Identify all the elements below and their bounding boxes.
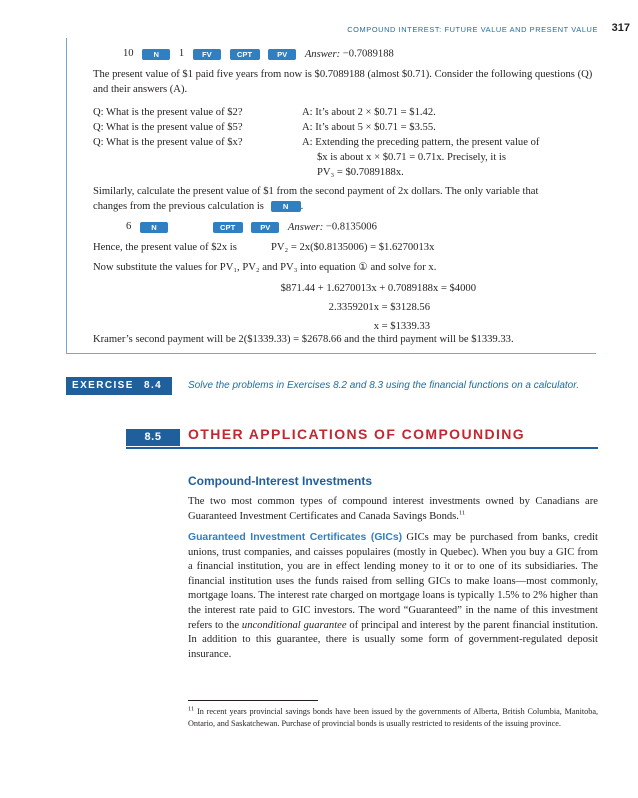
answer-1: A: It’s about 2 × $0.71 = $1.42.: [302, 107, 436, 118]
exercise-number: 8.4: [144, 380, 163, 391]
calc2-key-pv: PV: [251, 222, 279, 233]
calc-key-cpt: CPT: [230, 49, 260, 60]
example-solution-block: [66, 38, 596, 354]
footnote-text: In recent years provincial savings bonds have been issued by the governments of Alberta, British Columbia, Manitoba, Ontario, and Saskatchewan. Purchase of provincial bonds is usually restricted to residents of the issuing province.: [188, 707, 599, 728]
answer-3: A: Extending the preceding pattern, the present value of: [302, 137, 540, 148]
section-title: OTHER APPLICATIONS OF COMPOUNDING: [188, 426, 526, 442]
body-paragraph-1-text: The two most common types of compound interest investments owned by Canadians are Guaranteed Investment Certificates and Canada Savings Bonds.: [188, 496, 598, 522]
substitute-text: Now substitute the values for PV₁, PV₂ and PV₃ into equation ① and solve for x.: [93, 262, 437, 273]
calc-key-n: N: [142, 49, 170, 60]
running-head: COMPOUND INTEREST: FUTURE VALUE AND PRESENT VALUE: [347, 25, 598, 34]
answer-2: A: It’s about 5 × $0.71 = $3.55.: [302, 122, 436, 133]
example-paragraph-1: The present value of $1 paid five years from now is $0.7089188 (almost $0.71). Consider the following questions (Q) and their answers (A).: [93, 69, 593, 95]
paragraph-2-end: .: [300, 201, 304, 212]
calc2-answer-value: −0.8135006: [325, 221, 377, 233]
section-number: 8.5: [126, 429, 180, 446]
calc2-key-cpt: CPT: [213, 222, 243, 233]
paragraph-2-text: changes from the previous calculation is: [93, 201, 264, 212]
example-paragraph-2-line-2: [93, 200, 303, 215]
question-3: Q: What is the present value of $x?: [93, 137, 243, 148]
answer-3-continued-2: PV₃ = $0.7089188x.: [317, 167, 404, 178]
equation-3: x = $1339.33: [373, 321, 430, 332]
calc-key-pv: PV: [268, 49, 296, 60]
answer-3-continued-1: $x is about x × $0.71 = 0.71x. Precisely, it is: [317, 152, 506, 163]
section-rule: [126, 447, 598, 449]
calculator-line-2: [126, 220, 377, 235]
example-conclusion: Kramer’s second payment will be 2($1339.33) = $2678.66 and the third payment will be $1339.33.: [93, 334, 514, 345]
body-paragraph-2-text-b: of principal and interest by the parent financial institution. In addition to this guarantee, there is usually some form of government-regulated deposit insurance.: [188, 619, 598, 660]
body-paragraph-1: [188, 495, 598, 524]
footnote-number: 11: [188, 705, 195, 713]
inline-key-n: N: [271, 201, 301, 212]
example-paragraph-2-line-1: Similarly, calculate the present value of $1 from the second payment of 2x dollars. The only variable that: [93, 186, 539, 197]
footnote-ref-11: 11: [458, 509, 466, 517]
footnote: [188, 706, 598, 730]
hence-text: Hence, the present value of $2x is: [93, 242, 237, 253]
calc-answer-value: −0.7089188: [342, 48, 394, 60]
pv2-equation: PV₂ = 2x($0.8135006) = $1.6270013x: [271, 242, 435, 253]
footnote-rule: [188, 700, 318, 701]
calc-fv-value: 1: [178, 48, 185, 59]
subsection-title: Compound-Interest Investments: [188, 474, 373, 488]
calculator-line-1: [123, 47, 394, 62]
unconditional-guarantee-text: unconditional guarantee: [241, 619, 347, 631]
calc-n-value: 10: [123, 48, 134, 59]
exercise-word: EXERCISE: [72, 380, 134, 391]
calc-key-fv: FV: [193, 49, 221, 60]
question-2: Q: What is the present value of $5?: [93, 122, 243, 133]
exercise-label: [66, 377, 172, 395]
calc2-key-n: N: [140, 222, 168, 233]
calc2-n-value: 6: [126, 221, 132, 232]
term-gics: Guaranteed Investment Certificates (GICs): [188, 532, 403, 543]
page-number: 317: [611, 22, 630, 34]
equation-1: $871.44 + 1.6270013x + 0.7089188x = $4000: [280, 283, 476, 294]
question-1: Q: What is the present value of $2?: [93, 107, 243, 118]
equation-2: 2.3359201x = $3128.56: [328, 302, 430, 313]
body-paragraph-2: [188, 531, 598, 662]
calc2-answer-label: Answer:: [287, 221, 324, 233]
exercise-text: Solve the problems in Exercises 8.2 and 8.3 using the financial functions on a calculator.: [188, 380, 579, 391]
body-paragraph-2-text-a: GICs may be purchased from banks, credit unions, trust companies, and caisses populaires (mostly in Quebec). When you buy a GIC from a financial institution, you are in effect lending money to it or to one of its subsidiaries. The financial institution uses the funds raised from selling GICs to make loans—most commonly, mortgage loans. The interest rate charged on mortgage loans is typically 1.5% to 2% higher than the interest rate paid to GIC investors. The word “Guaranteed” in the name of this investment refers to the: [188, 532, 598, 631]
calc-answer-label: Answer:: [304, 48, 341, 60]
